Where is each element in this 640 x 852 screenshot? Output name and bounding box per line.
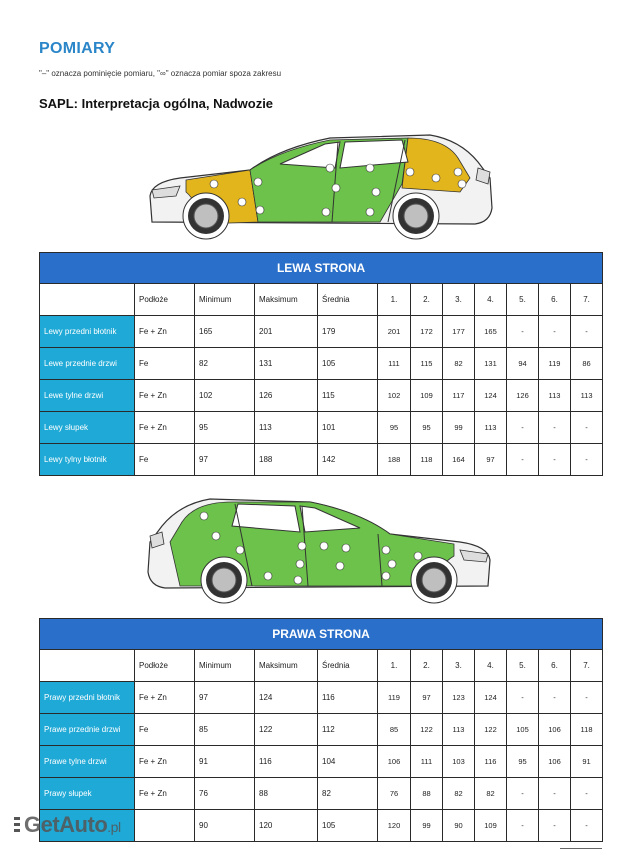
reading-cell: 165	[475, 316, 507, 348]
col-reading-5: 5.	[507, 650, 539, 682]
reading-cell: 201	[378, 316, 411, 348]
part-name: Lewy tylny błotnik	[40, 444, 135, 476]
col-substrate: Podłoże	[135, 284, 195, 316]
table-row	[40, 810, 603, 842]
corner-cell	[40, 284, 135, 316]
reading-cell: -	[507, 778, 539, 810]
watermark-tld: .pl	[107, 819, 121, 835]
reading-cell: 94	[507, 348, 539, 380]
col-reading-6: 6.	[539, 650, 571, 682]
table-row	[40, 444, 603, 476]
reading-cell: 106	[539, 714, 571, 746]
avg-cell: 105	[318, 348, 378, 380]
reading-cell: -	[539, 778, 571, 810]
reading-cell: 95	[507, 746, 539, 778]
min-cell: 76	[195, 778, 255, 810]
part-name: Lewy przedni błotnik	[40, 316, 135, 348]
substrate-cell: Fe + Zn	[135, 412, 195, 444]
max-cell: 188	[255, 444, 318, 476]
reading-cell: 97	[411, 682, 443, 714]
reading-cell: -	[571, 682, 603, 714]
left-side-heading: LEWA STRONA	[40, 253, 603, 284]
col-average: Średnia	[318, 650, 378, 682]
reading-cell: 82	[475, 778, 507, 810]
avg-cell: 101	[318, 412, 378, 444]
reading-cell: 97	[475, 444, 507, 476]
avg-cell: 112	[318, 714, 378, 746]
reading-cell: 76	[378, 778, 411, 810]
reading-cell: -	[571, 810, 603, 842]
measurement-legend-note: "–" oznacza pominięcie pomiaru, "∞" oznacza pomiar spoza zakresu	[39, 69, 282, 78]
part-name: Prawy przedni błotnik	[40, 682, 135, 714]
col-reading-5: 5.	[507, 284, 539, 316]
reading-cell: 95	[411, 412, 443, 444]
col-reading-6: 6.	[539, 284, 571, 316]
substrate-cell: Fe + Zn	[135, 682, 195, 714]
reading-cell: -	[507, 412, 539, 444]
min-cell: 95	[195, 412, 255, 444]
col-reading-4: 4.	[475, 650, 507, 682]
reading-cell: -	[539, 810, 571, 842]
max-cell: 201	[255, 316, 318, 348]
part-name: Prawe tylne drzwi	[40, 746, 135, 778]
table-row	[40, 682, 603, 714]
reading-cell: -	[571, 316, 603, 348]
table-row	[40, 746, 603, 778]
min-cell: 82	[195, 348, 255, 380]
reading-cell: 105	[507, 714, 539, 746]
reading-cell: 102	[378, 380, 411, 412]
substrate-cell	[135, 810, 195, 842]
col-maximum: Maksimum	[255, 650, 318, 682]
watermark-stripes-icon	[14, 816, 20, 834]
reading-cell: -	[539, 412, 571, 444]
table-row	[40, 714, 603, 746]
avg-cell: 105	[318, 810, 378, 842]
col-reading-2: 2.	[411, 284, 443, 316]
max-cell: 131	[255, 348, 318, 380]
min-cell: 90	[195, 810, 255, 842]
reading-cell: 131	[475, 348, 507, 380]
max-cell: 120	[255, 810, 318, 842]
col-reading-4: 4.	[475, 284, 507, 316]
right-side-table	[39, 618, 603, 842]
substrate-cell: Fe + Zn	[135, 316, 195, 348]
section-subtitle: SAPL: Interpretacja ogólna, Nadwozie	[39, 96, 274, 111]
reading-cell: 90	[443, 810, 475, 842]
reading-cell: 172	[411, 316, 443, 348]
reading-cell: -	[571, 444, 603, 476]
reading-cell: 106	[539, 746, 571, 778]
avg-cell: 142	[318, 444, 378, 476]
reading-cell: 117	[443, 380, 475, 412]
reading-cell: 118	[411, 444, 443, 476]
min-cell: 165	[195, 316, 255, 348]
substrate-cell: Fe	[135, 444, 195, 476]
reading-cell: 122	[411, 714, 443, 746]
table-row	[40, 380, 603, 412]
reading-cell: 111	[378, 348, 411, 380]
avg-cell: 104	[318, 746, 378, 778]
max-cell: 88	[255, 778, 318, 810]
reading-cell: 109	[475, 810, 507, 842]
part-name: Lewe tylne drzwi	[40, 380, 135, 412]
col-reading-1: 1.	[378, 284, 411, 316]
avg-cell: 116	[318, 682, 378, 714]
reading-cell: 164	[443, 444, 475, 476]
part-name: Lewy słupek	[40, 412, 135, 444]
right-side-heading: PRAWA STRONA	[40, 619, 603, 650]
col-reading-7: 7.	[571, 650, 603, 682]
reading-cell: 120	[378, 810, 411, 842]
table-row	[40, 778, 603, 810]
reading-cell: 88	[411, 778, 443, 810]
col-reading-3: 3.	[443, 650, 475, 682]
avg-cell: 82	[318, 778, 378, 810]
reading-cell: 113	[443, 714, 475, 746]
reading-cell: 113	[539, 380, 571, 412]
reading-cell: 99	[443, 412, 475, 444]
reading-cell: -	[507, 316, 539, 348]
watermark-logo	[24, 812, 121, 838]
reading-cell: 111	[411, 746, 443, 778]
substrate-cell: Fe	[135, 714, 195, 746]
reading-cell: 188	[378, 444, 411, 476]
reading-cell: 113	[571, 380, 603, 412]
min-cell: 97	[195, 682, 255, 714]
part-name: Prawy słupek	[40, 778, 135, 810]
reading-cell: 99	[411, 810, 443, 842]
col-minimum: Minimum	[195, 284, 255, 316]
min-cell: 91	[195, 746, 255, 778]
substrate-cell: Fe + Zn	[135, 778, 195, 810]
avg-cell: 115	[318, 380, 378, 412]
left-side-table	[39, 252, 603, 476]
reading-cell: -	[539, 444, 571, 476]
reading-cell: 119	[539, 348, 571, 380]
part-name: Lewe przednie drzwi	[40, 348, 135, 380]
page-title: POMIARY	[39, 40, 116, 57]
col-reading-7: 7.	[571, 284, 603, 316]
reading-cell: 119	[378, 682, 411, 714]
watermark-brand: GetAuto	[24, 812, 108, 837]
reading-cell: -	[539, 316, 571, 348]
footer-rule	[560, 848, 602, 849]
reading-cell: 124	[475, 682, 507, 714]
reading-cell: 122	[475, 714, 507, 746]
reading-cell: 91	[571, 746, 603, 778]
col-reading-1: 1.	[378, 650, 411, 682]
max-cell: 124	[255, 682, 318, 714]
corner-cell	[40, 650, 135, 682]
min-cell: 85	[195, 714, 255, 746]
reading-cell: -	[571, 778, 603, 810]
table-row	[40, 348, 603, 380]
max-cell: 116	[255, 746, 318, 778]
reading-cell: 82	[443, 778, 475, 810]
max-cell: 126	[255, 380, 318, 412]
reading-cell: -	[507, 810, 539, 842]
reading-cell: 103	[443, 746, 475, 778]
col-reading-2: 2.	[411, 650, 443, 682]
avg-cell: 179	[318, 316, 378, 348]
col-substrate: Podłoże	[135, 650, 195, 682]
part-name: Prawe przednie drzwi	[40, 714, 135, 746]
reading-cell: 109	[411, 380, 443, 412]
car-right-side-diagram	[140, 494, 500, 609]
max-cell: 113	[255, 412, 318, 444]
substrate-cell: Fe + Zn	[135, 380, 195, 412]
table-row	[40, 316, 603, 348]
substrate-cell: Fe	[135, 348, 195, 380]
reading-cell: 123	[443, 682, 475, 714]
reading-cell: 124	[475, 380, 507, 412]
reading-cell: -	[571, 412, 603, 444]
reading-cell: 177	[443, 316, 475, 348]
reading-cell: -	[507, 444, 539, 476]
reading-cell: 113	[475, 412, 507, 444]
substrate-cell: Fe + Zn	[135, 746, 195, 778]
col-maximum: Maksimum	[255, 284, 318, 316]
reading-cell: 106	[378, 746, 411, 778]
reading-cell: 85	[378, 714, 411, 746]
reading-cell: 86	[571, 348, 603, 380]
col-average: Średnia	[318, 284, 378, 316]
min-cell: 97	[195, 444, 255, 476]
table-row	[40, 412, 603, 444]
reading-cell: 116	[475, 746, 507, 778]
reading-cell: 95	[378, 412, 411, 444]
reading-cell: -	[539, 682, 571, 714]
col-reading-3: 3.	[443, 284, 475, 316]
reading-cell: 115	[411, 348, 443, 380]
min-cell: 102	[195, 380, 255, 412]
col-minimum: Minimum	[195, 650, 255, 682]
car-left-side-diagram	[140, 130, 500, 245]
reading-cell: 126	[507, 380, 539, 412]
max-cell: 122	[255, 714, 318, 746]
reading-cell: 82	[443, 348, 475, 380]
reading-cell: 118	[571, 714, 603, 746]
reading-cell: -	[507, 682, 539, 714]
